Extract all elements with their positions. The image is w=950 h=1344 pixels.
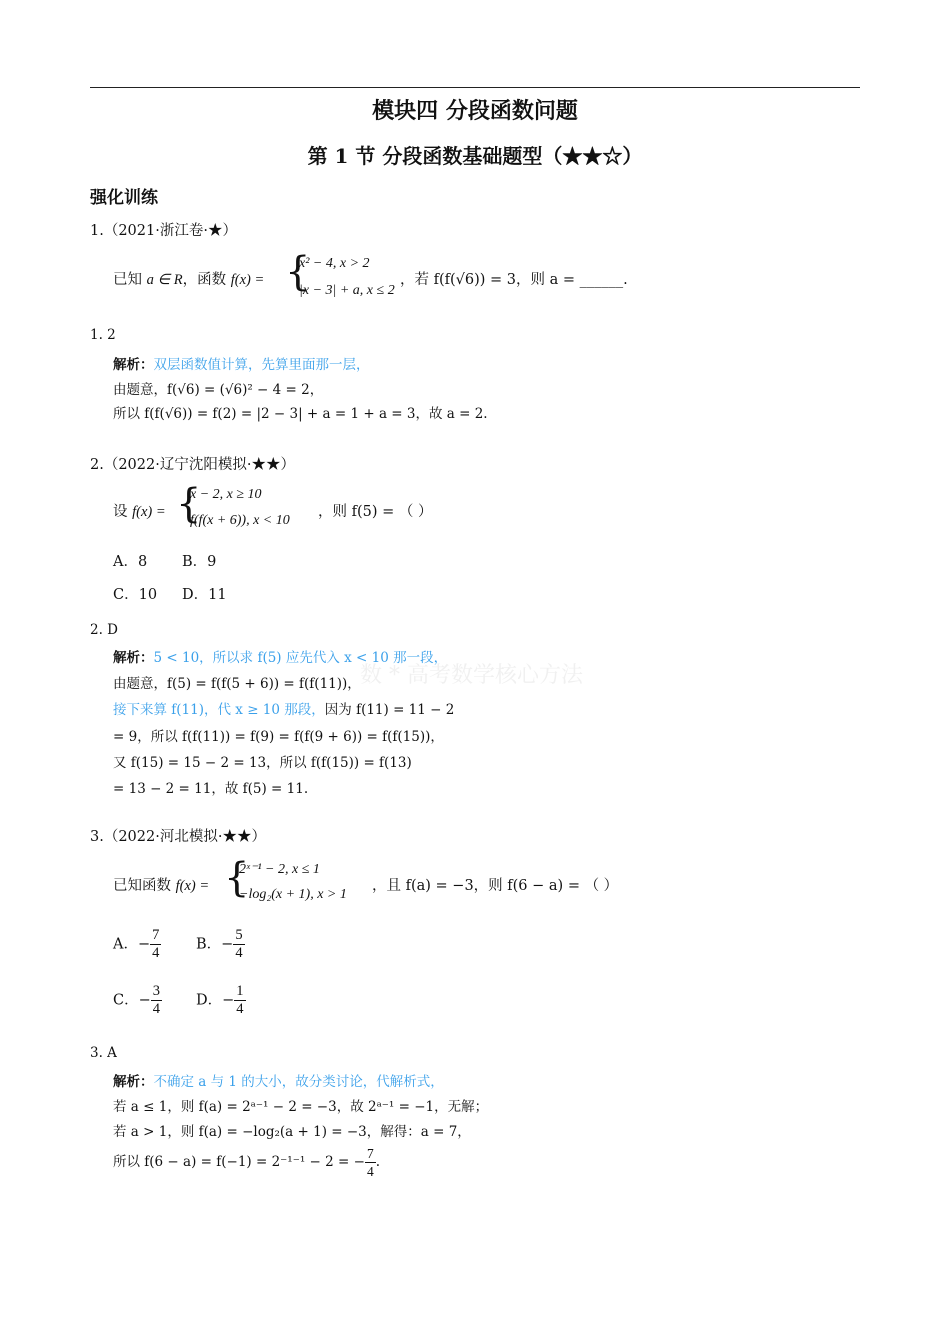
analysis-3-line-3 (113, 1145, 380, 1180)
function-name: f(x) = (132, 504, 166, 520)
problem-1-suffix: ，若 f(f(√6)) = 3，则 a = ______. (400, 272, 628, 288)
denominator: 4 (366, 1164, 374, 1179)
numerator: 7 (366, 1146, 374, 1161)
final-expression: 所以 f(6 − a) = f(−1) = 2⁻¹⁻¹ − 2 = − (113, 1154, 365, 1170)
option-sign: − (221, 936, 234, 953)
analysis-label: 解析： (113, 650, 154, 666)
fraction (365, 1145, 376, 1180)
piecewise-brace: { (285, 249, 311, 295)
problem-3-suffix: ，且 f(a) = −3，则 f(6 − a) = （ ） (372, 878, 619, 894)
option-a: A．8 (113, 554, 148, 570)
option-label: D． (196, 992, 223, 1009)
answer-2: 2. D (90, 622, 118, 638)
option-d (196, 983, 246, 1018)
option-sign: − (137, 936, 151, 953)
problem-2-suffix: ，则 f(5) = （ ） (318, 504, 433, 520)
analysis-black-part: 因为 f(11) = 11 − 2 (324, 702, 455, 718)
fraction (234, 983, 245, 1018)
option-b: B．9 (182, 554, 217, 570)
piecewise-brace: { (224, 855, 250, 901)
problem-1-heading: 1.（2021·浙江卷·★） (90, 223, 237, 239)
option-sign: − (222, 992, 235, 1009)
option-sign: − (138, 992, 151, 1009)
fraction (150, 927, 161, 962)
option-c: C．10 (113, 587, 158, 603)
analysis-2-line-2 (113, 698, 454, 718)
option-label: B． (196, 936, 222, 953)
analysis-2-line-4: 又 f(15) = 15 − 2 = 13，所以 f(f(15)) = f(13) (113, 755, 412, 771)
analysis-note: 5 < 10，所以求 f(5) 应先代入 x < 10 那一段， (153, 650, 448, 666)
function-name: f(x) = (175, 878, 210, 894)
problem-2-stem (113, 500, 166, 521)
case-1: 2ˣ⁻¹ − 2, x ≤ 1 (239, 862, 320, 877)
answer-3: 3. A (90, 1045, 117, 1061)
function-name: f(x) = (230, 272, 265, 288)
case-2: |x − 3| + a, x ≤ 2 (299, 283, 395, 298)
option-d: D．11 (182, 587, 227, 603)
section-label: 强化训练 (90, 188, 158, 208)
problem-3-heading: 3.（2022·河北模拟·★★） (90, 829, 266, 845)
section-title: 第 1 节 分段函数基础题型（★★☆） (307, 144, 643, 168)
analysis-2-note (113, 646, 447, 666)
option-a (113, 927, 161, 962)
denominator: 4 (236, 1001, 244, 1017)
problem-2-heading: 2.（2022·辽宁沈阳模拟·★★） (90, 457, 295, 473)
option-b (196, 927, 245, 962)
case-2: −log₂(x + 1), x > 1 (239, 887, 347, 902)
condition: a ∈ R (146, 272, 183, 288)
option-c (113, 983, 162, 1018)
answer-1: 1. 2 (90, 327, 116, 343)
option-label: A． (113, 936, 138, 953)
denominator: 4 (152, 1001, 161, 1017)
analysis-label: 解析： (113, 1074, 154, 1090)
problem-1-stem (113, 268, 264, 289)
analysis-2-line-5: = 13 − 2 = 11，故 f(5) = 11. (113, 781, 309, 797)
module-title: 模块四 分段函数问题 (372, 98, 578, 124)
watermark: 数 * 高考数学核心方法 (360, 663, 583, 688)
analysis-3-note (113, 1070, 444, 1090)
analysis-2-line-1: 由题意，f(5) = f(f(5 + 6)) = f(f(11))， (113, 676, 361, 692)
piecewise-brace: { (176, 481, 202, 527)
problem-3-stem (113, 874, 209, 895)
analysis-2-line-3: = 9，所以 f(f(11)) = f(9) = f(f(9 + 6)) = f(f(15))， (113, 729, 444, 745)
case-1: x − 2, x ≥ 10 (190, 487, 262, 502)
case-2: f(f(x + 6)), x < 10 (190, 513, 290, 528)
analysis-3-line-1: 若 a ≤ 1，则 f(a) = 2ᵃ⁻¹ − 2 = −3，故 2ᵃ⁻¹ = −1，无解； (113, 1099, 489, 1115)
stem-prefix: 设 (113, 504, 128, 520)
analysis-1-line-1: 由题意，f(√6) = (√6)² − 4 = 2， (113, 382, 324, 398)
case-1: x² − 4, x > 2 (299, 256, 370, 271)
stem-prefix: 已知函数 (113, 878, 171, 894)
denominator: 4 (152, 945, 160, 961)
numerator: 5 (235, 927, 243, 943)
analysis-1-line-2: 所以 f(f(√6)) = f(2) = |2 − 3| + a = 1 + a = 3，故 a = 2. (113, 406, 488, 422)
analysis-note: 双层函数值计算，先算里面那一层， (153, 357, 370, 373)
analysis-3-line-2: 若 a > 1，则 f(a) = −log₂(a + 1) = −3，解得：a = 7， (113, 1124, 471, 1140)
denominator: 4 (235, 945, 243, 961)
fraction (151, 983, 162, 1018)
analysis-blue-part: 接下来算 f(11)，代 x ≥ 10 那段， (113, 702, 325, 718)
option-label: C． (113, 992, 139, 1009)
analysis-label: 解析： (113, 357, 154, 373)
fraction (233, 927, 244, 962)
numerator: 1 (236, 983, 244, 999)
stem-mid: ，函数 (182, 272, 227, 288)
stem-prefix: 已知 (113, 272, 142, 288)
final-period: . (375, 1154, 380, 1170)
top-rule (90, 87, 860, 88)
analysis-1-note (113, 353, 370, 373)
numerator: 7 (152, 927, 160, 943)
numerator: 3 (152, 983, 161, 999)
analysis-note: 不确定 a 与 1 的大小，故分类讨论，代解析式， (153, 1074, 444, 1090)
